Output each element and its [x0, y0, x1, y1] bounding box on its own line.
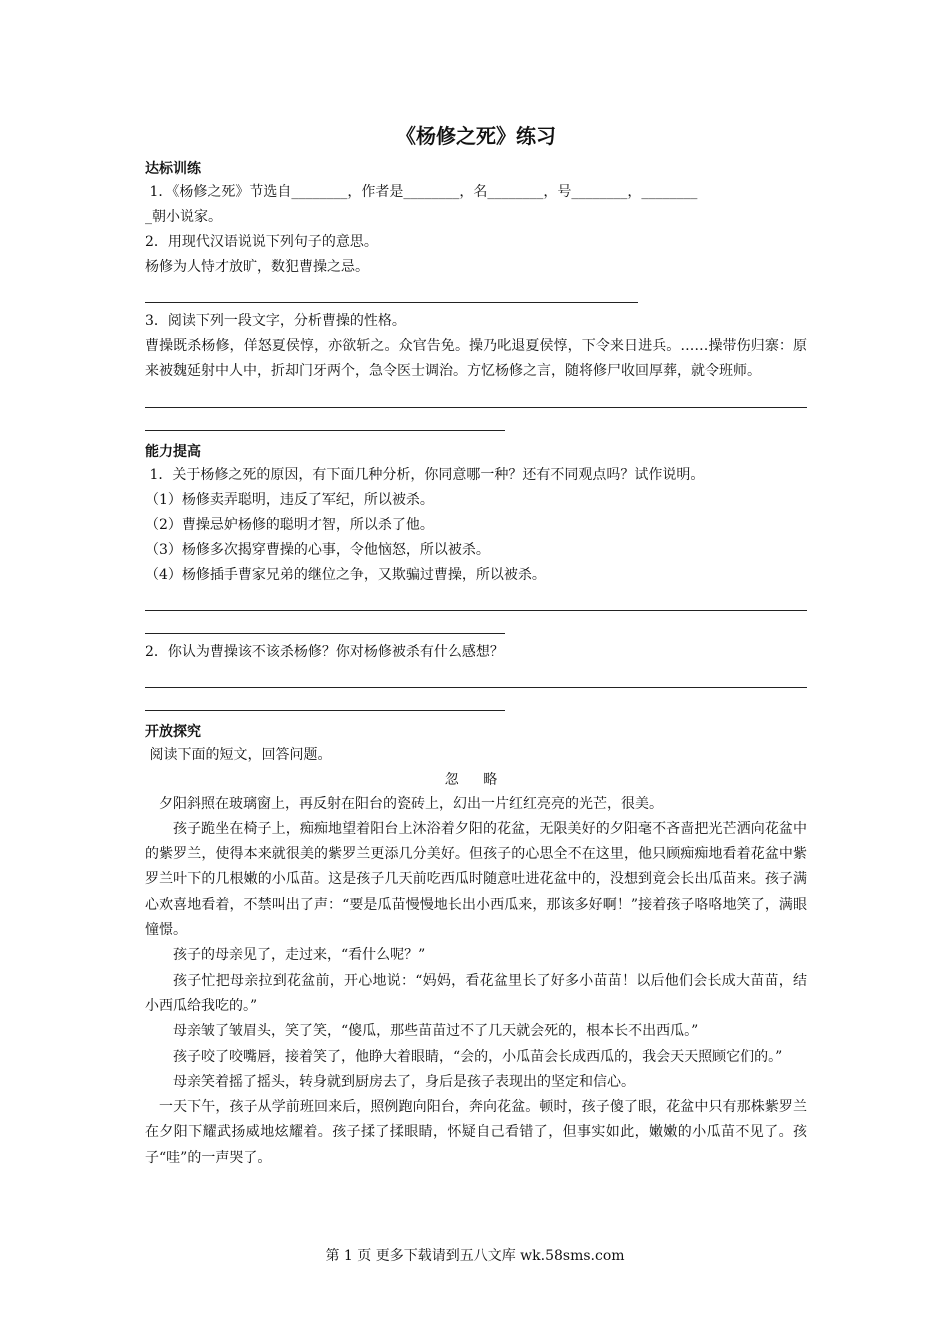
answer-line[interactable]	[145, 408, 505, 431]
ability-question-1: 1．关于杨修之死的原因，有下面几种分析，你同意哪一种？还有不同观点吗？试作说明。	[145, 466, 705, 483]
story-paragraph: 孩子的母亲见了，走过来，“看什么呢？”	[173, 947, 426, 964]
story-paragraph: 孩子咬了咬嘴唇，接着笑了，他睁大着眼睛，“会的，小瓜苗会长成西瓜的，我会天天照顾它们的。”	[173, 1048, 783, 1065]
document-page	[145, 120, 807, 1171]
reading-intro: 阅读下面的短文，回答问题。	[145, 746, 332, 763]
question-2-sentence: 杨修为人恃才放旷，数犯曹操之忌。	[145, 259, 369, 275]
ability-question-2: 2．你认为曹操该不该杀杨修？你对杨修被杀有什么感想？	[145, 643, 504, 660]
story-paragraph: 母亲皱了皱眉头，笑了笑，“傻瓜，那些苗苗过不了几天就会死的，根本长不出西瓜。”	[173, 1023, 699, 1040]
question-3: 3．阅读下列一段文字，分析曹操的性格。	[145, 313, 406, 329]
answer-line[interactable]	[145, 665, 807, 688]
section-heading-open: 开放探究	[145, 723, 201, 740]
story-paragraph: 一天下午，孩子从学前班回来后，照例跑向阳台，奔向花盆。顿时，孩子傻了眼，花盆中只有那株紫罗兰在夕阳下耀武扬威地炫耀着。孩子揉了揉眼睛，怀疑自己看错了，但事实如此，嫩嫩的小瓜苗不见了。孩子“哇”的一声哭了。	[145, 1099, 807, 1166]
story-paragraph: 孩子跪坐在椅子上，痴痴地望着阳台上沐浴着夕阳的花盆，无限美好的夕阳毫不吝啬把光芒洒向花盆中的紫罗兰，使得本来就很美的紫罗兰更添几分美好。但孩子的心思全不在这里，他只顾痴痴地看着花盆中紫罗兰叶下的几根嫩的小瓜苗。这是孩子几天前吃西瓜时随意吐进花盆中的，没想到竟会长出瓜苗来。孩子满心欢喜地看着，不禁叫出了声：“要是瓜苗慢慢地长出小西瓜来，那该多好啊！”接着孩子咯咯地笑了，满眼憧憬。	[145, 820, 807, 939]
section-heading-advanced: 能力提高	[145, 443, 201, 460]
section-heading-basic: 达标训练	[145, 161, 201, 177]
question-1-line-1: 1．《杨修之死》节选自________，作者是________，名________，号________，________	[145, 184, 698, 200]
answer-line[interactable]	[145, 280, 638, 303]
page-title: 《杨修之死》练习	[396, 124, 556, 148]
question-1-line-2: _朝小说家。	[145, 209, 222, 225]
option-1: （1）杨修卖弄聪明，违反了军纪，所以被杀。	[145, 491, 434, 508]
question-3-passage: 曹操既杀杨修，佯怒夏侯惇，亦欲斩之。众官告免。操乃叱退夏侯惇，下令来日进兵。……操带伤归寨：原来被魏延射中人中，折却门牙两个，急令医士调治。方忆杨修之言，随将修尸收回厚葬，就令班师。	[145, 338, 807, 380]
answer-line[interactable]	[145, 385, 807, 408]
question-2: 2．用现代汉语说说下列句子的意思。	[145, 234, 378, 250]
option-3: （3）杨修多次揭穿曹操的心事，令他恼怒，所以被杀。	[145, 541, 490, 558]
option-4: （4）杨修插手曹家兄弟的继位之争，又欺骗过曹操，所以被杀。	[145, 566, 546, 583]
story-paragraph: 孩子忙把母亲拉到花盆前，开心地说：“妈妈，看花盆里长了好多小苗苗！以后他们会长成大苗苗，结小西瓜给我吃的。”	[145, 972, 807, 1014]
story-paragraph: 夕阳斜照在玻璃窗上，再反射在阳台的瓷砖上，幻出一片红红亮亮的光芒，很美。	[159, 795, 663, 812]
option-2: （2）曹操忌妒杨修的聪明才智，所以杀了他。	[145, 516, 434, 533]
story-paragraph: 母亲笑着摇了摇头，转身就到厨房去了，身后是孩子表现出的坚定和信心。	[173, 1073, 635, 1090]
answer-line[interactable]	[145, 611, 505, 634]
answer-line[interactable]	[145, 688, 505, 711]
page-footer: 第 1 页 更多下载请到五八文库 wk.58sms.com	[325, 1248, 625, 1264]
story-title: 忽 略	[444, 771, 508, 788]
answer-line[interactable]	[145, 588, 807, 611]
